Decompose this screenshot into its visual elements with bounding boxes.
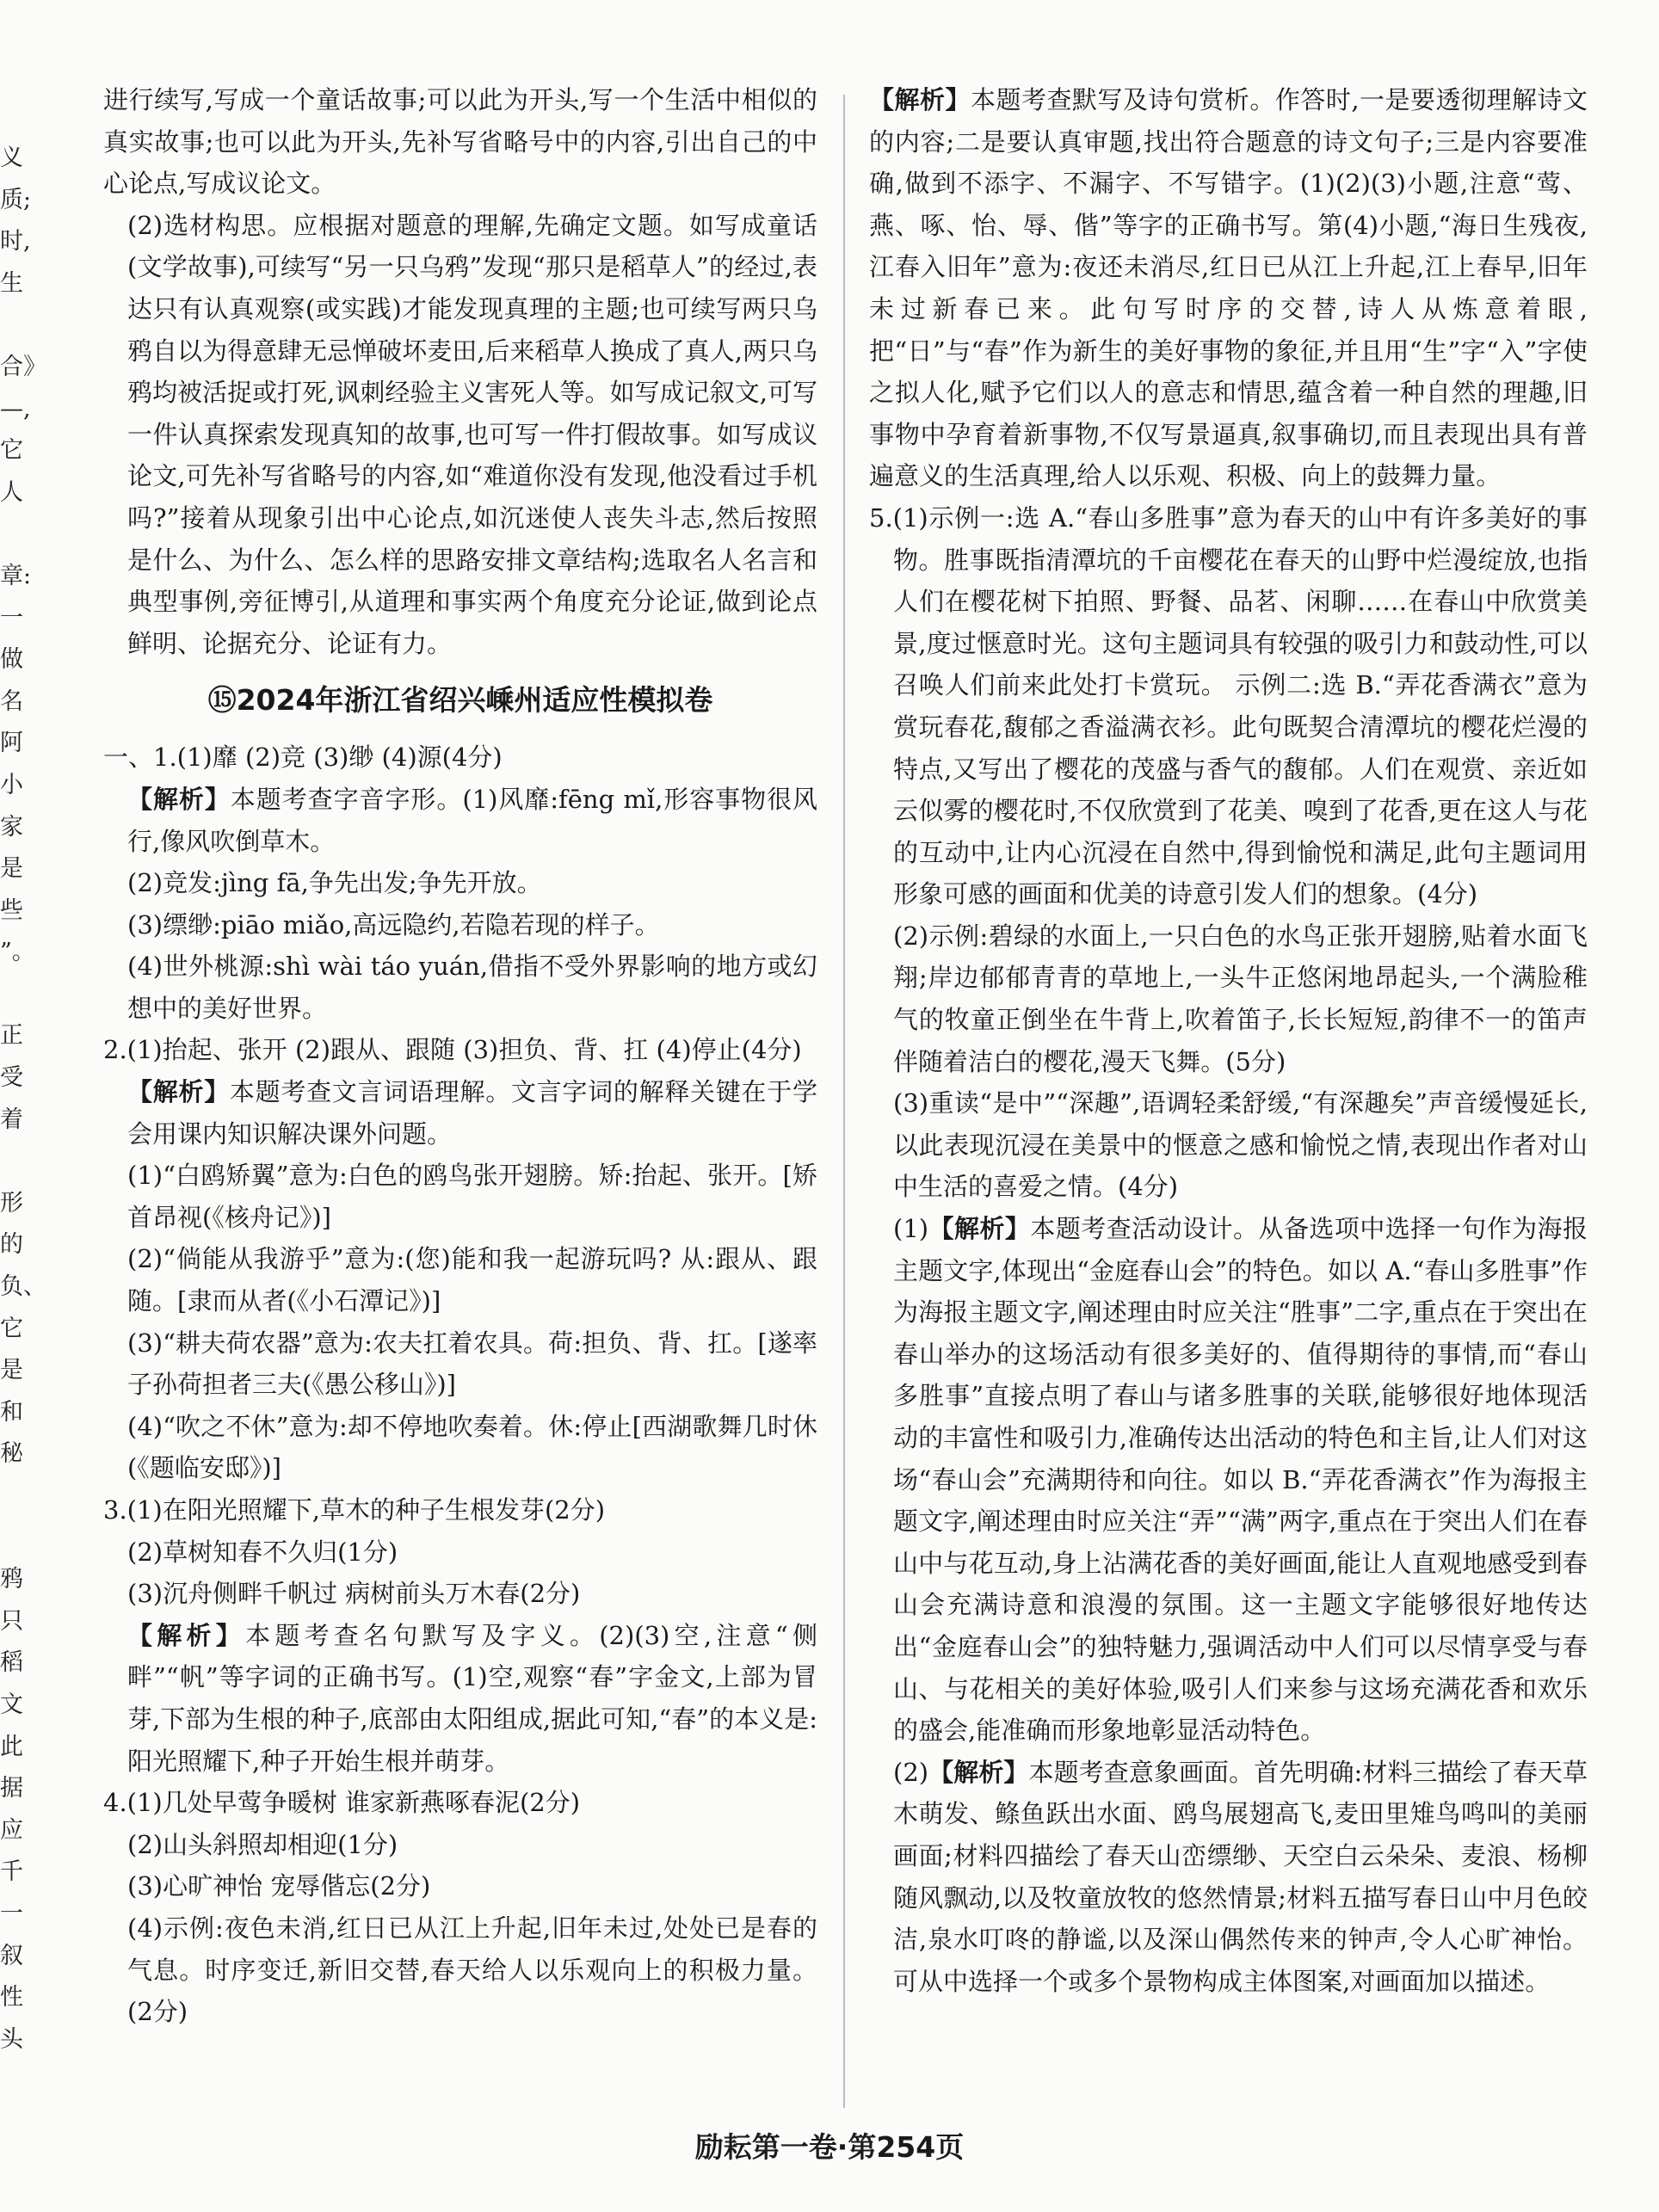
analysis [869,1208,1588,1752]
analysis-text: (3)“耕夫荷农器”意为:农夫扛着农具。荷:担负、背、扛。[遂率子孙荷担者三夫(《愚公移山》)] [127,1328,817,1400]
edge-fragment [0,305,34,347]
analysis-text: (2)“倘能从我游乎”意为:(您)能和我一起游玩吗? 从:跟从、跟随。[隶而从者(《小石潭记》)] [127,1244,817,1316]
edge-fragment: 头 [0,2025,23,2053]
left-edge-fragments [0,138,46,2061]
right-column [869,79,1588,2002]
answer-line: (2)草树知春不久归(1分) [127,1537,398,1567]
edge-fragment: 是 [0,855,23,883]
analysis [103,1615,817,1782]
edge-fragment [0,514,34,556]
analysis-text: (2)竞发:jìng fā,争先出发;争先开放。 [127,868,542,898]
edge-fragment: 和 [0,1398,23,1426]
edge-fragment: —, [0,395,31,422]
question-1-answer: 一、1.(1)靡 (2)竞 (3)缈 (4)源(4分) [103,742,503,773]
analysis-text: 本题考查默写及诗句赏析。作答时,一是要透彻理解诗文的内容;二是要认真审题,找出符合题意的诗文句子;三是内容要准确,做到不添字、不漏字、不写错字。(1)(2)(3)小题,注意“莺、燕、啄、怡、辱、偕”等字的正确书写。第(4)小题,“海日生残夜,江春入旧年”意为:夜还未消尽,红日已从江上升起,江上春早,旧年未过新春已来。此句写时序的交替,诗人从炼意着眼,把“日”与“春”作为新生的美好事物的象征,并且用“生”字“入”字使之拟人化,赋予它们以人的意志和情思,蕴含着一种自然的理趣,旧事物中孕育着新事物,不仅写景逼真,叙事确切,而且表现出具有普遍意义的生活真理,给人以乐观、积极、向上的鼓舞力量。 [869,85,1588,491]
edge-fragment: ”。 [0,939,35,966]
analysis-tag: 【解析】 [127,1620,246,1650]
answer-line: (4)示例:夜色未消,红日已从江上升起,旧年未过,处处已是春的气息。时序变迁,新旧交替,春天给人以乐观向上的积极力量。(2分) [127,1913,817,2027]
edge-fragment [0,1518,34,1560]
analysis-tag: 【解析】 [127,784,231,814]
edge-fragment: 文 [0,1691,23,1718]
analysis [103,779,817,862]
edge-fragment: 负、 [0,1273,46,1301]
edge-fragment: 此 [0,1733,23,1760]
edge-fragment: 应 [0,1816,23,1844]
edge-fragment: 的 [0,1231,23,1259]
edge-fragment: 着 [0,1106,23,1133]
edge-fragment: 名 [0,687,23,715]
answer-paragraph: (2)选材构思。应根据对题意的理解,先确定文题。如写成童话(文学故事),可续写“另一只乌鸦”发现“那只是稻草人”的经过,表达只有认真观察(或实践)才能发现真理的主题;也可续写两只乌鸦自以为得意肆无忌惮破坏麦田,后来稻草人换成了真人,两只乌鸦均被活捉或打死,讽刺经验主义害死人等。如写成记叙文,可写一件认真探索发现真知的故事,也可写一件打假故事。如写成议论文,可先补写省略号的内容,如“难道你没有发现,他没看过手机吗?”接着从现象引出中心论点,如沉迷使人丧失斗志,然后按照是什么、为什么、怎么样的思路安排文章结构;选取名人名言和典型事例,旁征博引,从道理和事实两个角度充分论证,做到论点鲜明、论据充分、论证有力。 [127,210,817,658]
answer-paragraph: 进行续写,写成一个童话故事;可以此为开头,写一个生活中相似的真实故事;也可以此为开头,先补写省略号中的内容,引出自己的中心论点,写成议论文。 [103,85,817,199]
edge-fragment: 稻 [0,1649,23,1677]
edge-fragment: 正 [0,1022,23,1050]
analysis [869,1752,1588,2003]
analysis [869,79,1588,497]
edge-fragment: 鸦 [0,1566,23,1593]
question-2-answer: 2.(1)抬起、张开 (2)跟从、跟随 (3)担负、背、扛 (4)停止(4分) [103,1035,802,1065]
analysis-tag: 【解析】 [127,1077,230,1107]
question-4-answer: 4.(1)几处早莺争暖树 谁家新燕啄春泥(2分) [103,1788,581,1818]
edge-fragment: 性 [0,1984,23,2012]
edge-fragment: 它 [0,1315,23,1342]
edge-fragment: 形 [0,1189,23,1217]
answer-line: (2)山头斜照却相迎(1分) [127,1829,398,1859]
edge-fragment: 千 [0,1858,23,1886]
analysis-tag: 【解析】 [869,85,971,114]
page-footer: 励耘第一卷·第254页 [694,2130,965,2164]
answer-line: (3)心旷神怡 宠辱偕忘(2分) [127,1871,431,1901]
analysis-text: 本题考查文言词语理解。文言字词的解释关键在于学会用课内知识解决课外问题。 [127,1077,817,1149]
edge-fragment [0,974,34,1016]
analysis [103,1071,817,1155]
edge-fragment [0,1141,34,1183]
edge-fragment: 只 [0,1607,23,1635]
answer-line: (3)沉舟侧畔千帆过 病树前头万木春(2分) [127,1579,581,1609]
edge-fragment: 合》 [0,353,46,380]
edge-fragment: 章: [0,562,32,589]
edge-fragment [0,1476,34,1518]
left-column [103,79,817,2033]
analysis-text: 本题考查名句默写及字义。(2)(3)空,注意“侧畔”“帆”等字词的正确书写。(1)空,观察“春”字金文,上部为冒芽,下部为生根的种子,底部由太阳组成,据此可知,“春”的本义是:阳光照耀下,种子开始生根并萌芽。 [127,1620,817,1776]
edge-fragment: 它 [0,437,23,465]
edge-fragment: 家 [0,813,23,841]
question-3-answer: 3.(1)在阳光照耀下,草木的种子生根发芽(2分) [103,1495,606,1525]
analysis-prefix: (1) [893,1214,929,1244]
answer-line: (3)重读“是中”“深趣”,语调轻柔舒缓,“有深趣矣”声音缓慢延长,以此表现沉浸在美景中的惬意之感和愉悦之情,表现出作者对山中生活的喜爱之情。(4分) [893,1088,1588,1202]
analysis-text: (1)“白鸥矫翼”意为:白色的鸥鸟张开翅膀。矫:抬起、张开。[矫首昂视(《核舟记》)] [127,1161,817,1232]
analysis-prefix: (2) [893,1757,929,1787]
edge-fragment: 阿 [0,730,23,757]
analysis-text: (4)“吹之不休”意为:却不停地吹奏着。休:停止[西湖歌舞几时休(《题临安邸》)] [127,1411,817,1483]
analysis-text: 本题考查字音字形。(1)风靡:fēng mǐ,形容事物很风行,像风吹倒草木。 [127,784,817,856]
edge-fragment: 人 [0,478,23,506]
edge-fragment: 时, [0,228,31,256]
analysis-text: (4)世外桃源:shì wài táo yuán,借指不受外界影响的地方或幻想中的美好世界。 [127,952,817,1023]
edge-fragment: 做 [0,646,23,674]
edge-fragment: 受 [0,1064,23,1092]
edge-fragment: 叙 [0,1942,23,1969]
analysis-text: 本题考查意象画面。首先明确:材料三描绘了春天草木萌发、鲦鱼跃出水面、鸥鸟展翅高飞,麦田里雉鸟鸣叫的美丽画面;材料四描绘了春天山峦缥缈、天空白云朵朵、麦浪、杨柳随风飘动,以及牧童放牧的悠然情景;材料五描写春日山中月色皎洁,泉水叮咚的静谧,以及深山偶然传来的钟声,令人心旷神怡。可从中选择一个或多个景物构成主体图案,对画面加以描述。 [893,1757,1588,1996]
edge-fragment: 一 [0,604,23,632]
edge-fragment: 小 [0,771,23,798]
analysis-tag: 【解析】 [928,1757,1029,1787]
section-title: ⑮2024年浙江省绍兴嵊州适应性模拟卷 [207,683,713,718]
analysis-tag: 【解析】 [928,1214,1031,1244]
edge-fragment: 一 [0,1900,23,1927]
edge-fragment: 据 [0,1775,23,1802]
edge-fragment: 生 [0,269,23,297]
edge-fragment: 是 [0,1357,23,1384]
edge-fragment: 秘 [0,1440,23,1468]
analysis-text: (3)缥缈:piāo miǎo,高远隐约,若隐若现的样子。 [127,909,660,940]
column-divider [843,95,845,2108]
question-5-answer: 5.(1)示例一:选 A.“春山多胜事”意为春天的山中有许多美好的事物。胜事既指清潭坑的千亩樱花在春天的山野中烂漫绽放,也指人们在樱花树下拍照、野餐、品茗、闲聊……在春山中欣赏美景,度过惬意时光。这句主题词具有较强的吸引力和鼓动性,可以召唤人们前来此处打卡赏玩。 示例二:选 B.“弄花香满衣”意为赏玩春花,馥郁之香溢满衣衫。此句既契合清潭坑的樱花烂漫的特点,又写出了樱花的茂盛与香气的馥郁。人们在观赏、亲近如云似雾的樱花时,不仅欣赏到了花美、嗅到了花香,更在这人与花的互动中,让内心沉浸在自然中,得到愉悦和满足,此句主题词用形象可感的画面和优美的诗意引发人们的想象。(4分) [869,502,1588,909]
edge-fragment: 质; [0,186,32,213]
edge-fragment: 义 [0,145,23,171]
edge-fragment: 些 [0,897,23,924]
analysis-text: 本题考查活动设计。从备选项中选择一句作为海报主题文字,体现出“金庭春山会”的特色。如以 A.“春山多胜事”作为海报主题文字,阐述理由时应关注“胜事”二字,重点在于突出在春山举办的这场活动有很多美好的、值得期待的事情,而“春山多胜事”直接点明了春山与诸多胜事的关联,能够很好地体现活动的丰富性和吸引力,准确传达出活动的特色和主旨,让人们对这场“春山会”充满期待和向往。如以 B.“弄花香满衣”作为海报主题文字,阐述理由时应关注“弄”“满”两字,重点在于突出人们在春山中与花互动,身上沾满花香的美好画面,能让人直观地感受到春山会充满诗意和浪漫的氛围。这一主题文字能够很好地传达出“金庭春山会”的独特魅力,强调活动中人们可以尽情享受与春山、与花相关的美好体验,吸引人们来参与这场充满花香和欢乐的盛会,能准确而形象地彰显活动特色。 [893,1214,1588,1746]
answer-line: (2)示例:碧绿的水面上,一只白色的水鸟正张开翅膀,贴着水面飞翔;岸边郁郁青青的草地上,一头牛正悠闲地昂起头,一个满脸稚气的牧童正倒坐在牛背上,吹着笛子,长长短短,韵律不一的笛声伴随着洁白的樱花,漫天飞舞。(5分) [893,921,1588,1076]
